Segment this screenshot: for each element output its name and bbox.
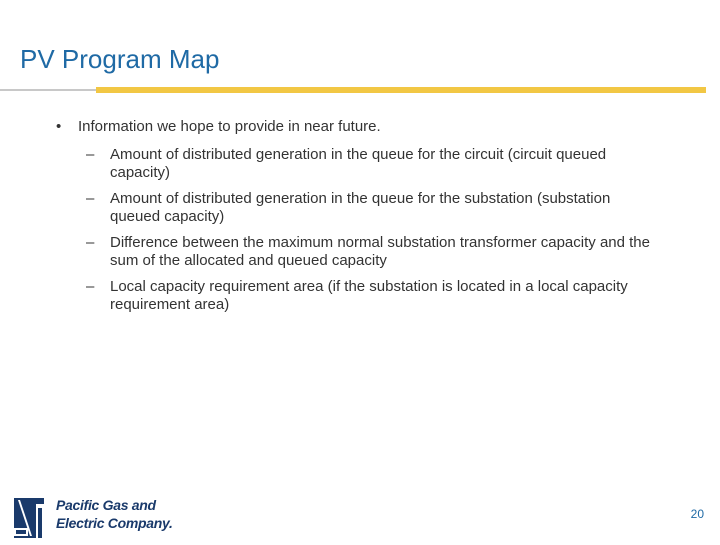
logo-wordmark: [56, 496, 173, 532]
title-divider-gray: [0, 89, 96, 91]
title-divider-accent: [96, 87, 706, 93]
dash-marker: –: [86, 146, 95, 163]
dash-marker: –: [86, 278, 95, 295]
slide-title: PV Program Map: [20, 44, 220, 74]
logo-line-1: Pacific Gas and: [56, 497, 156, 513]
page-number: 20: [690, 507, 704, 521]
sub-item-text: Difference between the maximum normal substation transformer capacity and the sum of the allocated and queued capacity: [110, 234, 650, 269]
pge-logo: [12, 496, 172, 540]
sub-item-text: Amount of distributed generation in the queue for the circuit (circuit queued capacity): [110, 146, 607, 181]
pge-logo-icon: [12, 496, 52, 540]
dash-marker: –: [86, 190, 95, 207]
bullet-marker: •: [56, 118, 62, 135]
logo-line-2: Electric Company.: [56, 515, 173, 531]
bullet-text: Information we hope to provide in near future.: [78, 118, 381, 135]
dash-marker: –: [86, 234, 95, 251]
sub-item-text: Local capacity requirement area (if the substation is located in a local capacity requirement area): [110, 278, 628, 313]
sub-item-text: Amount of distributed generation in the queue for the substation (substation queued capacity): [110, 190, 611, 225]
